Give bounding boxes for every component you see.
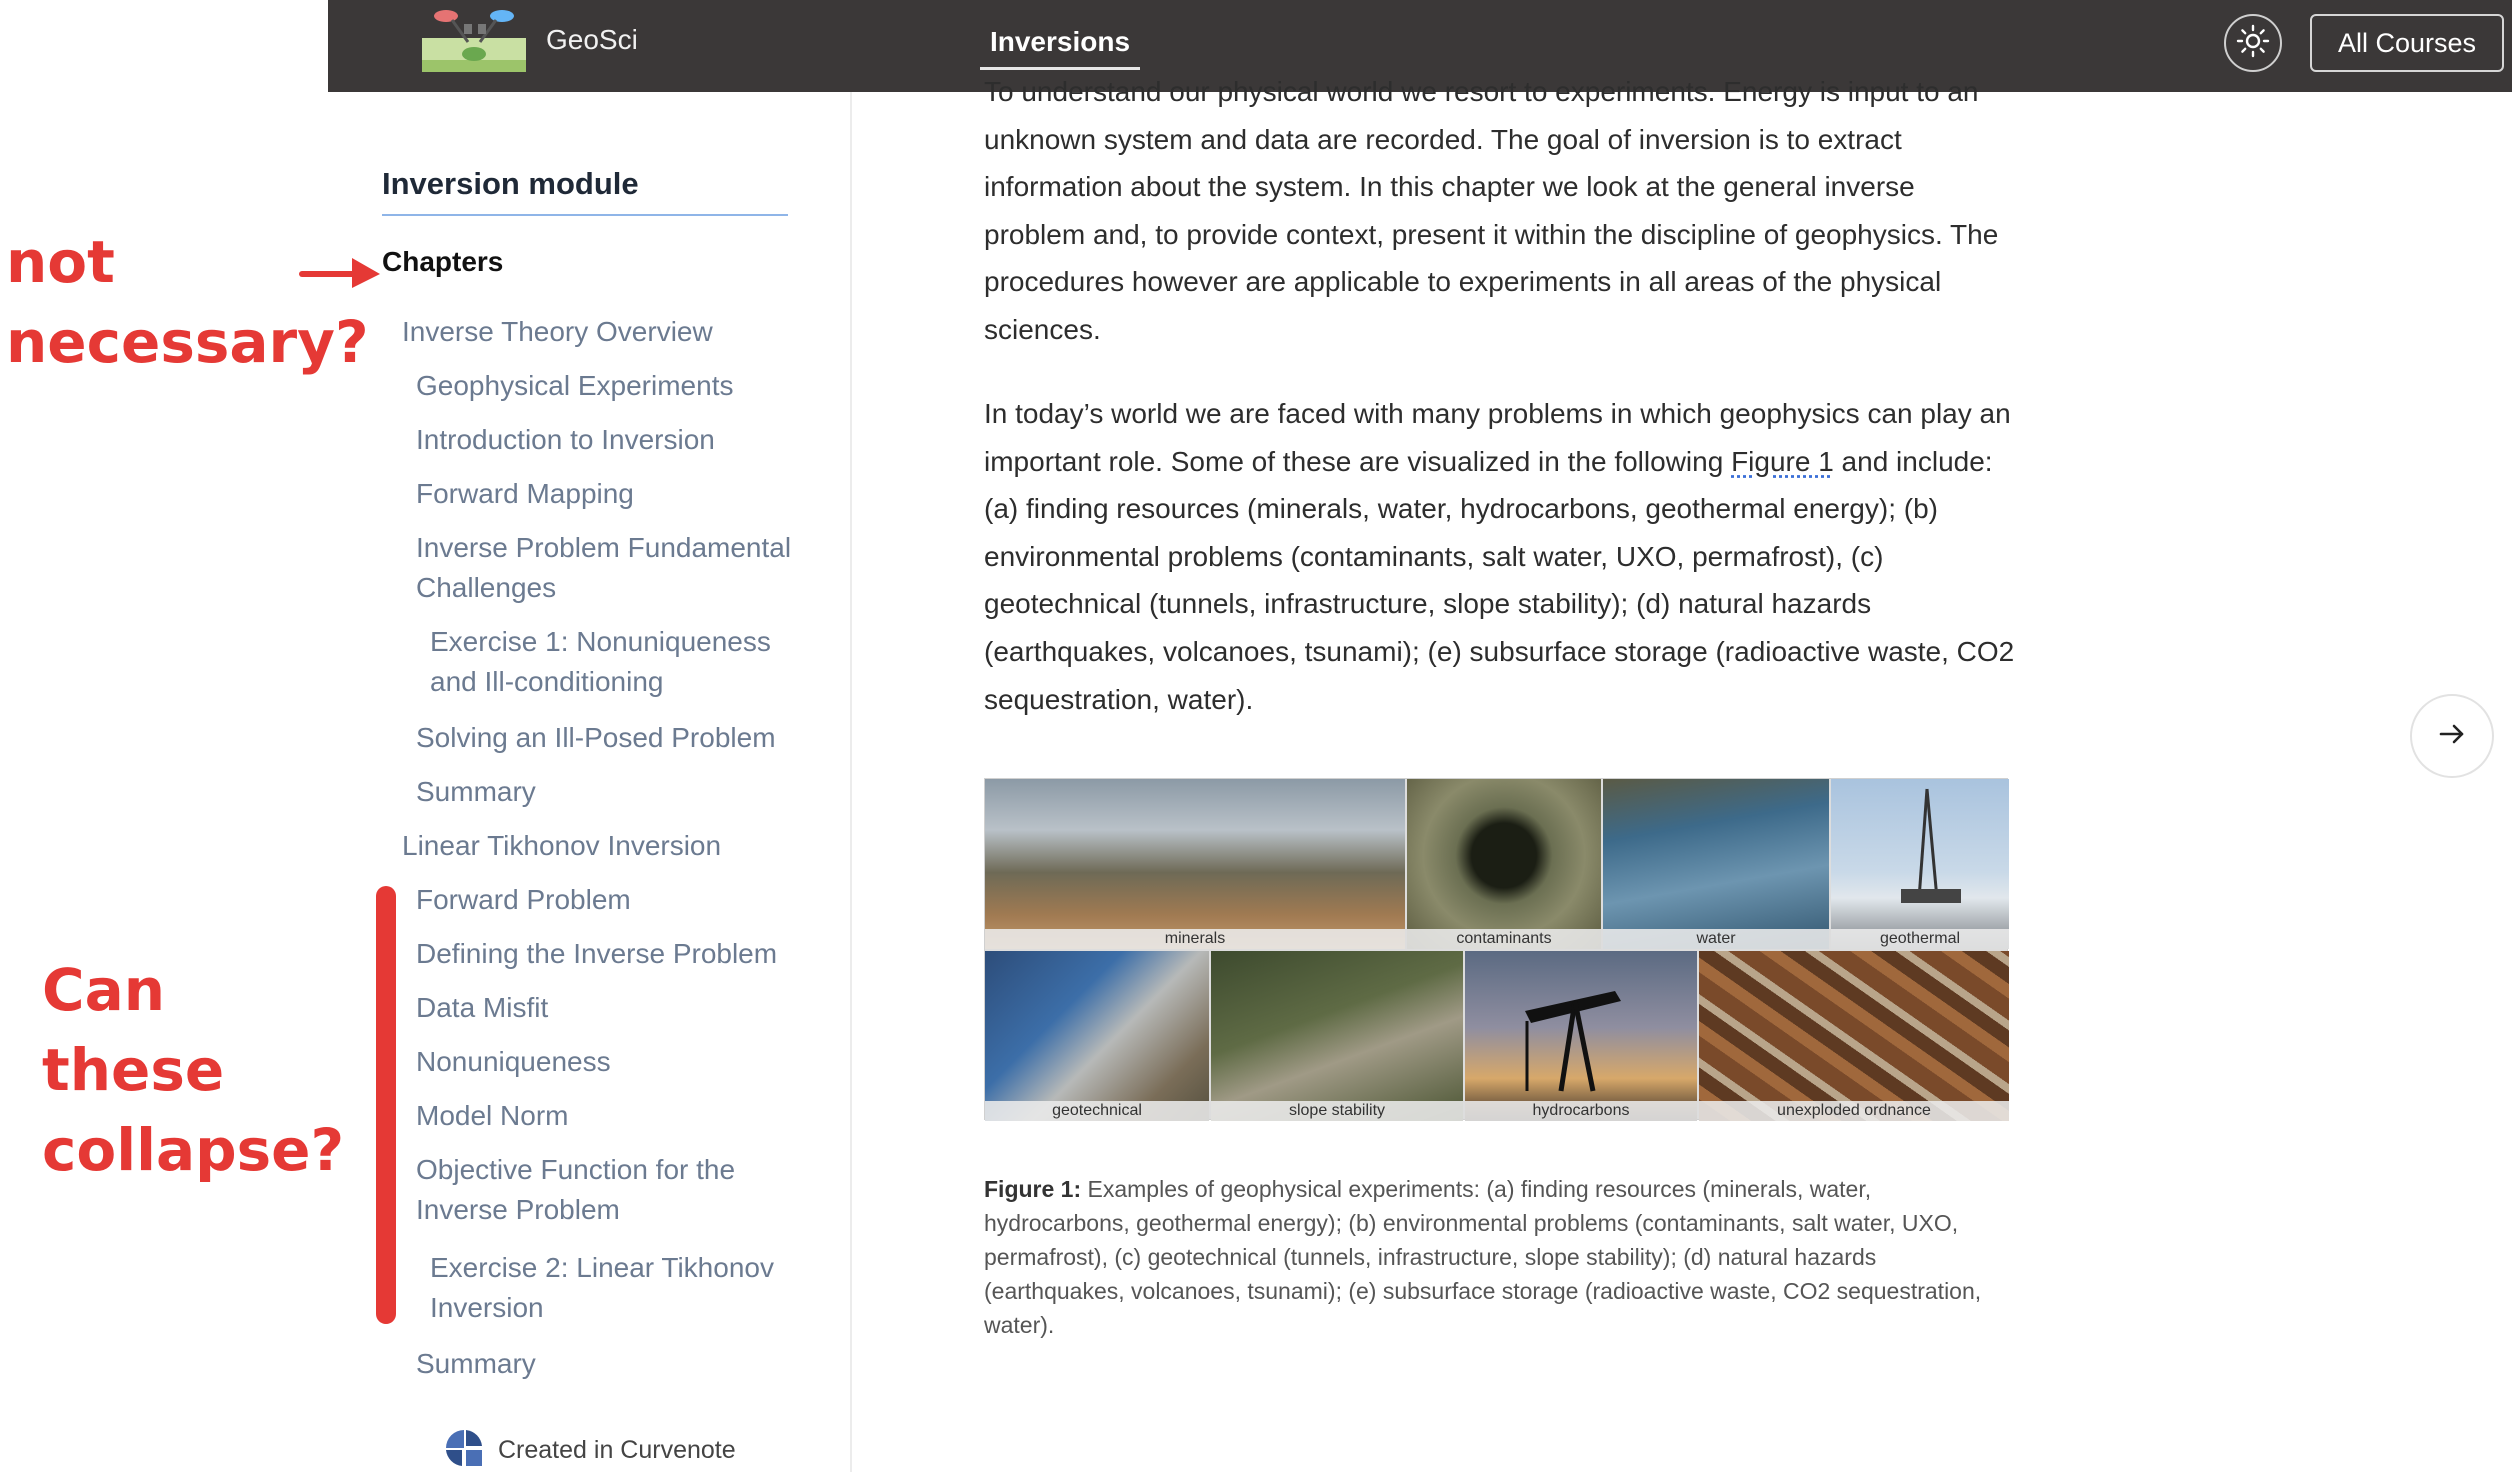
tile-geothermal (1831, 779, 2009, 949)
curvenote-credit-text: Created in Curvenote (498, 1435, 736, 1464)
curvenote-credit[interactable] (444, 1430, 736, 1470)
toc-item[interactable]: Forward Problem (416, 884, 631, 915)
tile-contaminants (1407, 779, 1601, 949)
figure-caption (984, 1172, 2014, 1342)
tile-label: contaminants (1407, 929, 1601, 949)
paragraph-text: In today’s world we are faced with many problems in which geophysics can play an important role. Some of these are visualized in the following (984, 398, 2011, 477)
theme-toggle-button[interactable] (2224, 14, 2282, 72)
all-courses-button[interactable]: All Courses (2310, 14, 2504, 72)
geosci-logo[interactable] (422, 8, 526, 72)
tile-unexploded-ordnance (1699, 951, 2009, 1121)
toc-item[interactable]: Defining the Inverse Problem (416, 938, 778, 969)
tile-hydrocarbons (1465, 951, 1697, 1121)
toc-item[interactable]: Summary (416, 1348, 536, 1379)
tile-label: slope stability (1211, 1101, 1463, 1121)
toc-item[interactable]: Introduction to Inversion (416, 424, 715, 455)
tile-label: unexploded ordnance (1699, 1101, 2009, 1121)
toc-item[interactable]: Inverse Theory Overview (402, 316, 713, 347)
chapters-heading: Chapters (382, 246, 504, 277)
toc-item[interactable]: Inverse Problem Fundamental Challenges (416, 532, 792, 603)
paragraph-text: and include: (a) finding resources (minerals, water, hydrocarbons, geothermal energy); (b) environmental problems (contaminants, salt water, UXO, permafrost), (c) geotechnical (tunnels, infrastructure, slope stability); (d) natural hazards (earthquakes, volcanoes, tsunami); (e) subsurface storage (radioactive waste, CO2 sequestration, water). (984, 445, 2015, 715)
toc-item[interactable]: Summary (416, 776, 536, 807)
arrow-right-icon (2436, 718, 2468, 755)
curvenote-logo-icon (444, 1428, 484, 1473)
toc-item[interactable]: Solving an Ill-Posed Problem (416, 722, 776, 753)
toc-item[interactable]: Exercise 2: Linear Tikhonov Inversion (430, 1252, 774, 1323)
toc-item[interactable]: Nonuniqueness (416, 1046, 611, 1077)
module-title[interactable]: Inversion module (382, 166, 788, 216)
tile-label: hydrocarbons (1465, 1101, 1697, 1121)
tile-label: geotechnical (985, 1101, 1209, 1121)
sun-icon (2236, 24, 2270, 63)
caption-text: Examples of geophysical experiments: (a) finding resources (minerals, water, hydrocarbons, geothermal energy); (b) environmental problems (contaminants, salt water, UXO, permafrost), (c) geotechnical (tunnels, infrastructure, slope stability); (d) natural hazards (earthquakes, volcanoes, tsunami); (e) subsurface storage (radioactive waste, CO2 sequestration, water). (984, 1176, 1982, 1338)
toc-item[interactable]: Geophysical Experiments (416, 370, 734, 401)
annotation-not-necessary: not necessary? (6, 228, 369, 376)
tile-label: minerals (985, 929, 1405, 949)
toc-item[interactable]: Objective Function for the Inverse Problem (416, 1154, 736, 1225)
toc-item[interactable]: Model Norm (416, 1100, 569, 1131)
paragraph-problems (984, 390, 2020, 723)
tile-geotechnical (985, 951, 1209, 1121)
paragraph-intro: To understand our physical world we resort to experiments. Energy is input to an unknown system and data are recorded. The goal of inversion is to extract information about the system. In this chapter we look at the general inverse problem and, to provide context, present it within the discipline of geophysics. The procedures however are applicable to experiments in all areas of the physical sciences. (984, 76, 1999, 345)
toc-item[interactable]: Forward Mapping (416, 478, 634, 509)
toc-item[interactable]: Linear Tikhonov Inversion (402, 830, 722, 861)
annotation-can-collapse: Can these collapse? (42, 956, 345, 1184)
annotation-arrow-icon (300, 252, 382, 297)
tile-water (1603, 779, 1829, 949)
brand-name[interactable]: GeoSci (546, 24, 638, 55)
caption-label: Figure 1: (984, 1176, 1082, 1202)
tab-inversions[interactable]: Inversions (980, 22, 1140, 70)
tile-label: water (1603, 929, 1829, 949)
tile-minerals (985, 779, 1405, 949)
next-page-button[interactable] (2410, 694, 2494, 778)
figure-geophysical-experiments[interactable] (984, 778, 2008, 1120)
figure-1-link[interactable]: Figure 1 (1731, 445, 1834, 477)
content-clip (984, 76, 2024, 356)
sidebar-divider (850, 92, 852, 1472)
annotation-bracket (376, 886, 396, 1324)
tile-label: geothermal (1831, 929, 2009, 949)
toc-item[interactable]: Exercise 1: Nonuniqueness and Ill-conditioning (430, 626, 771, 697)
toc-item[interactable]: Data Misfit (416, 992, 549, 1023)
tile-slope-stability (1211, 951, 1463, 1121)
